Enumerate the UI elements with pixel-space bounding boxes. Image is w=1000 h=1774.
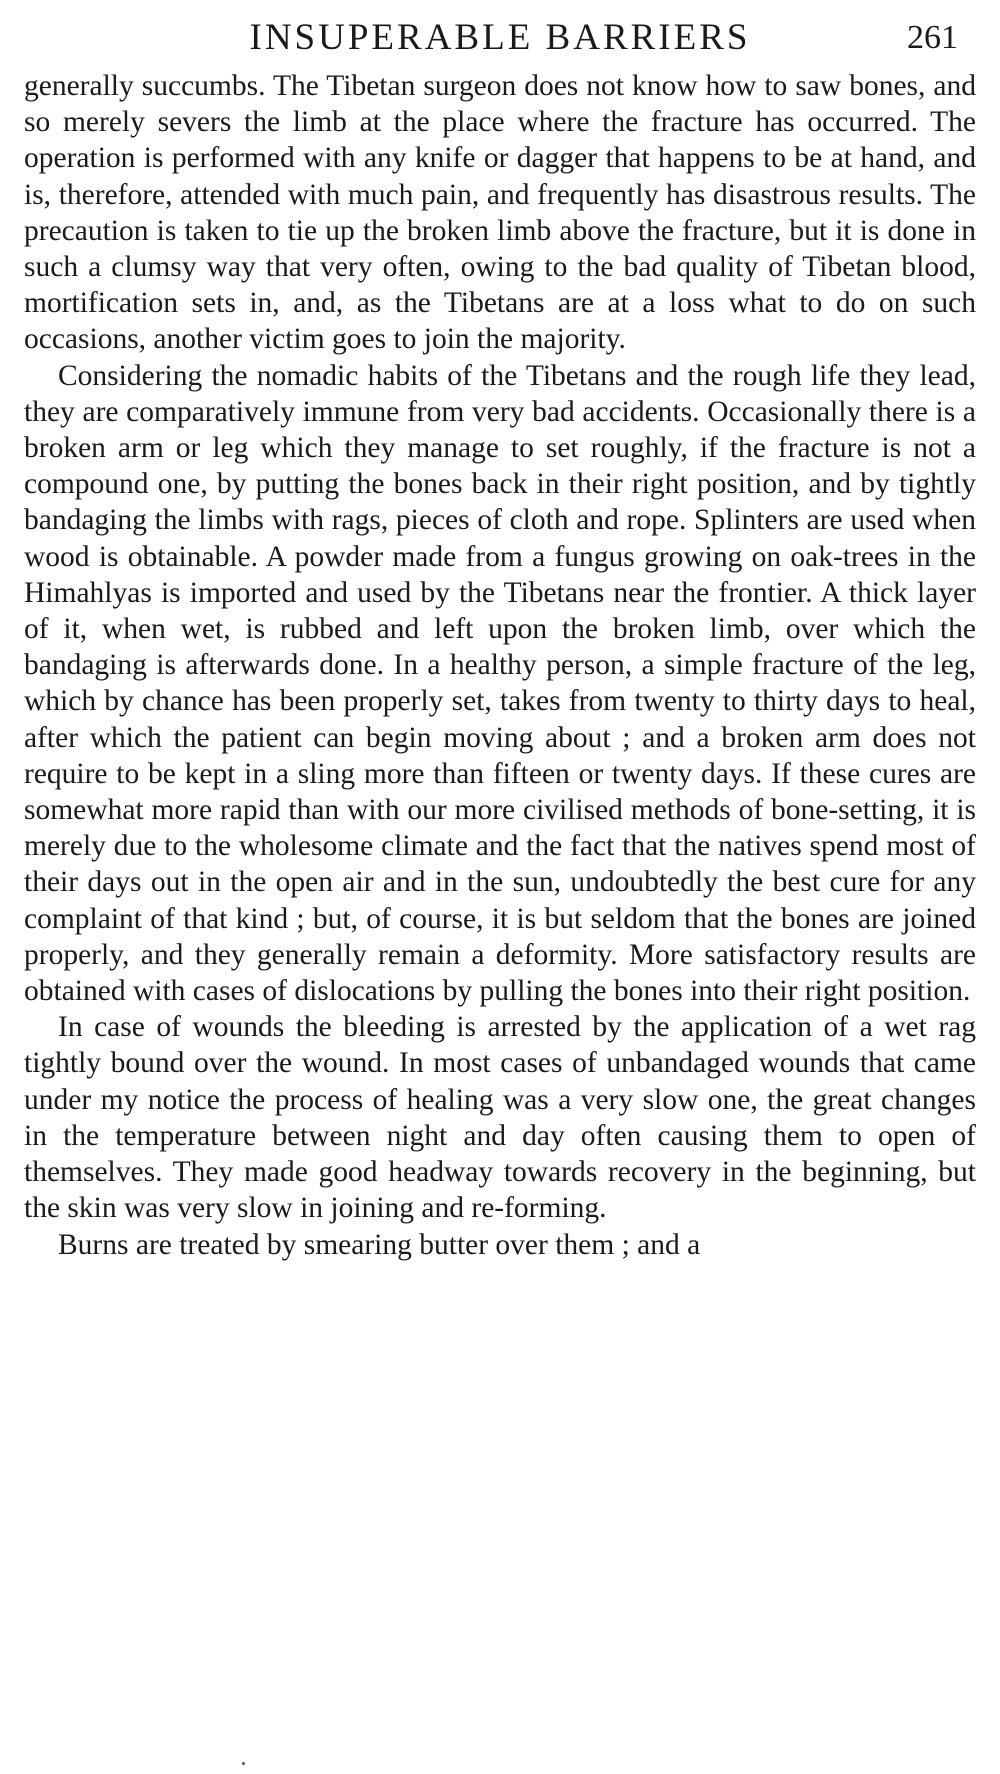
paragraph-continued: generally succumbs. The Tibetan surgeon does not know how to saw bones, and so merely severs the limb at the place where the fracture has occurred. The operation is performed with any knife or dagger that happens to be at hand, and is, therefore, attended with much pain, and frequently has disastrous results. The precaution is taken to tie up the broken limb above the fracture, but it is done in such a clumsy way that very often, owing to the bad quality of Tibetan blood, mortification sets in, and, as the Tibetans are at a loss what to do on such occasions, another victim goes to join the majority.: [24, 70, 976, 356]
running-title: INSUPERABLE BARRIERS: [249, 17, 751, 58]
paragraph-burns: Burns are treated by smearing butter over them ; and a: [58, 1228, 701, 1261]
page-number: 261: [907, 19, 958, 56]
paragraph-wounds: In case of wounds the bleeding is arrested by the application of a wet rag tightly bound over the wound. In most cases of unbandaged wounds that came under my notice the process of healing was a very slow one, the great changes in the temperature between night and day often causing them to open of themselves. They made good headway towards recovery in the beginning, but the skin was very slow in joining and re-forming.: [24, 1011, 976, 1225]
ink-speck: [242, 1762, 245, 1765]
body-text: [24, 68, 976, 1263]
book-page: [24, 14, 976, 1263]
paragraph-fractures: Considering the nomadic habits of the Tibetans and the rough life they lead, they are comparatively immune from very bad accidents. Occasionally there is a broken arm or leg which they manage to set roughly, if the fracture is not a compound one, by putting the bones back in their right position, and by tightly bandaging the limbs with rags, pieces of cloth and rope. Splinters are used when wood is obtainable. A powder made from a fungus growing on oak-trees in the Himahlyas is imported and used by the Tibetans near the frontier. A thick layer of it, when wet, is rubbed and left upon the broken limb, over which the bandaging is afterwards done. In a healthy person, a simple fracture of the leg, which by chance has been properly set, takes from twenty to thirty days to heal, after which the patient can begin moving about ; and a broken arm does not require to be kept in a sling more than fifteen or twenty days. If these cures are somewhat more rapid than with our more civilised methods of bone-setting, it is merely due to the wholesome climate and the fact that the natives spend most of their days out in the open air and in the sun, undoubtedly the best cure for any complaint of that kind ; but, of course, it is but seldom that the bones are joined properly, and they generally remain a deformity. More satisfactory results are obtained with cases of dislocations by pulling the bones into their right position.: [24, 359, 976, 1008]
running-head: [24, 14, 976, 62]
